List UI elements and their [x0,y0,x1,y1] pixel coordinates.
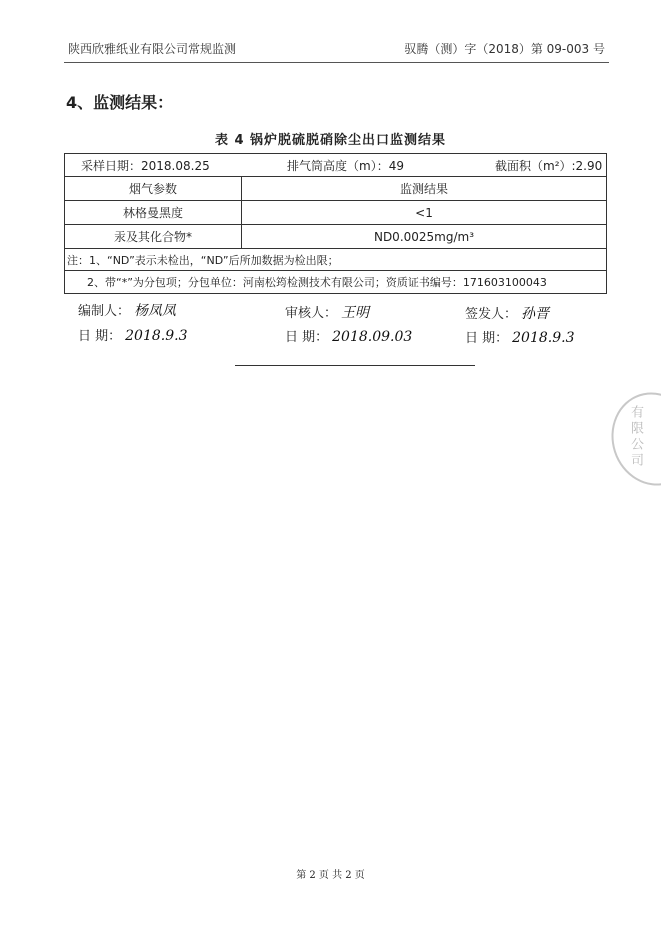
compiler-label: 编制人： [78,304,131,319]
compiler-signature [78,300,176,320]
table-header-row [65,177,606,201]
header-report-number: 驭腾（测）字（2018）第 09-003 号 [404,42,605,56]
issuer-signature [465,303,549,323]
table-title: 表 4 锅炉脱硫脱硝除尘出口监测结果 [214,133,447,148]
table-note-2: 2、带“*”为分包项；分包单位：河南松筠检测技术有限公司；资质证书编号：171603100043 [87,276,547,289]
reviewer-label: 审核人： [285,306,338,321]
compiler-handwritten-name: 杨凤凤 [134,303,177,319]
reviewer-date-label: 日 期： [285,330,329,345]
issuer-handwritten-date: 2018.9.3 [512,330,575,346]
param-cell: 汞及其化合物* [65,225,242,248]
result-cell: <1 [415,205,433,220]
reviewer-handwritten-date: 2018.09.03 [332,329,413,345]
compiler-date-line [78,325,187,344]
param-cell: 林格曼黑度 [65,201,242,224]
col-header-result: 监测结果 [399,182,448,196]
company-seal-text: 有限公司 [628,405,643,469]
compiler-date-label: 日 期： [78,329,122,344]
result-cell: ND0.0025mg/m³ [373,229,475,244]
table-row [65,201,606,225]
issuer-date-line [465,327,574,346]
reviewer-signature [285,302,369,322]
header-company: 陕西欣雅纸业有限公司常规监测 [68,42,237,56]
table-meta-row [65,154,606,177]
issuer-handwritten-name: 孙晋 [521,306,550,322]
reviewer-date-line [285,326,412,345]
col-header-param: 烟气参数 [65,177,242,200]
results-table [64,153,607,294]
table-note-1: 注：1、“ND”表示未检出，“ND”后所加数据为检出限； [65,249,606,271]
page-footer: 第 2 页 共 2 页 [296,870,365,881]
compiler-handwritten-date: 2018.9.3 [125,328,188,344]
section-title: 4、监测结果： [66,93,174,112]
header-divider [64,62,609,63]
reviewer-handwritten-name: 王明 [341,305,370,321]
table-row [65,225,606,249]
sampling-date: 采样日期：2018.08.25 [81,158,210,173]
issuer-date-label: 日 期： [465,331,509,346]
issuer-label: 签发人： [465,307,518,322]
signature-divider [235,365,475,366]
stack-height: 排气筒高度（m）：49 [287,158,404,173]
section-area: 截面积（m²）:2.90 [495,158,603,173]
